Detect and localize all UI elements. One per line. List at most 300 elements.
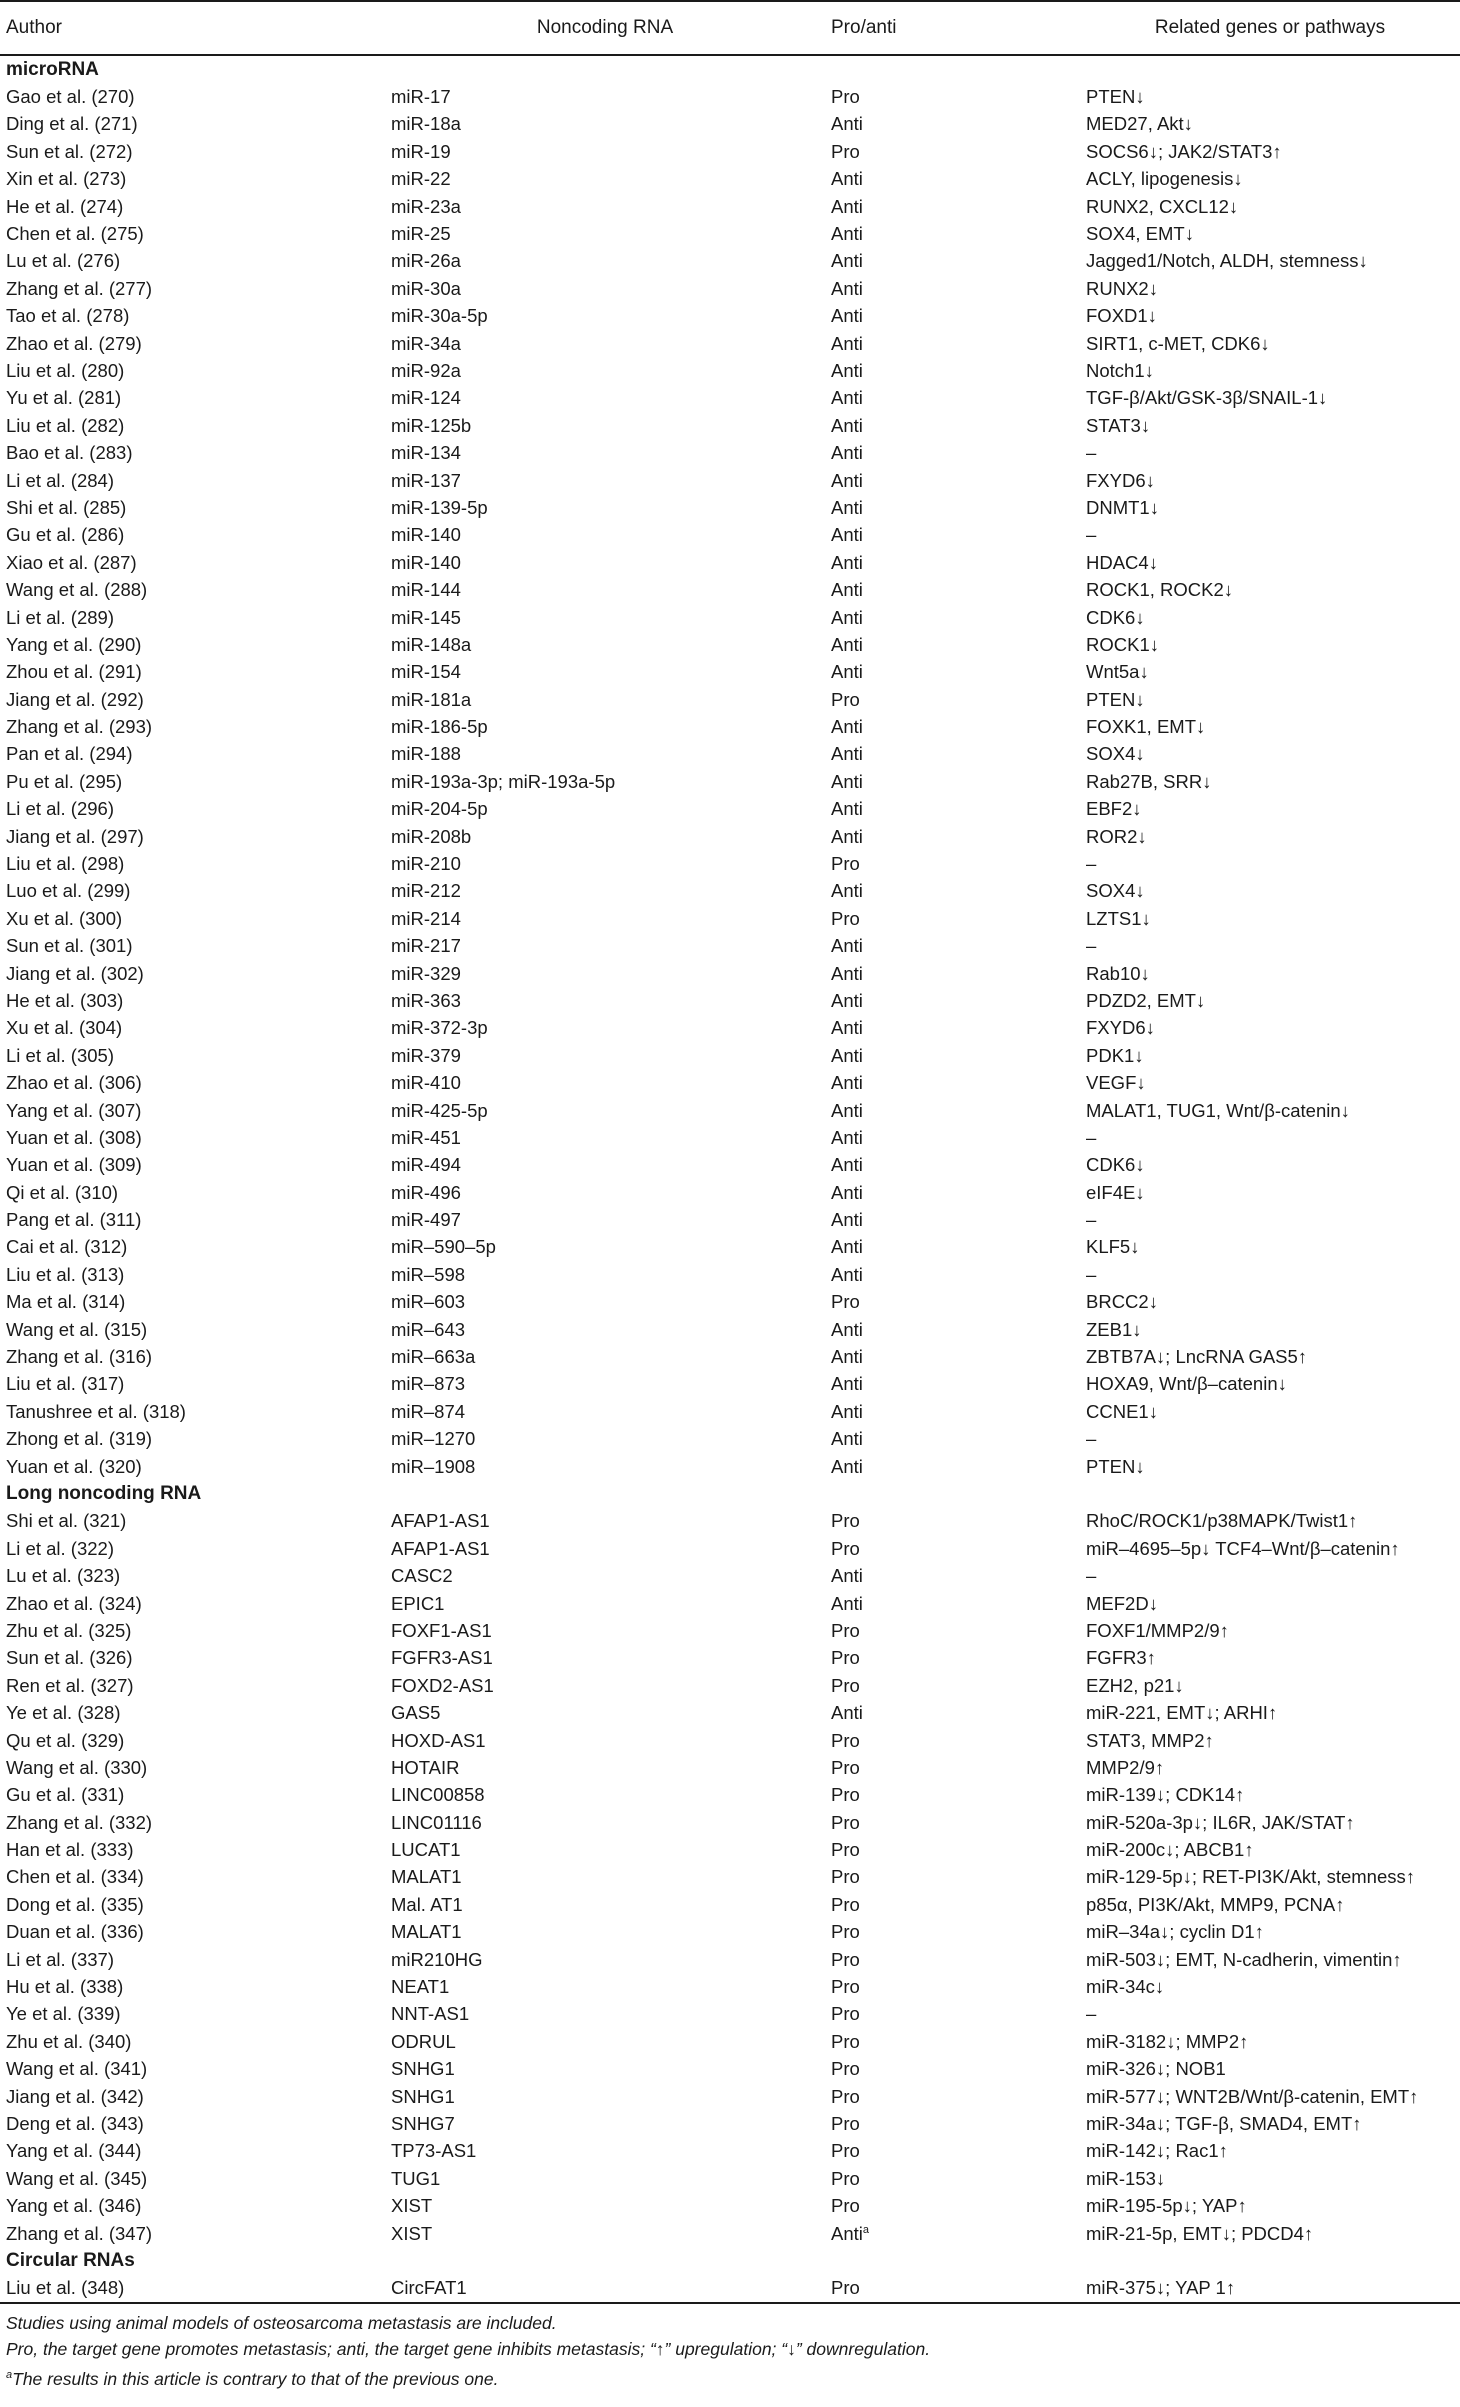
section-header-row — [0, 2247, 1460, 2274]
table-row — [0, 549, 1460, 576]
table-row — [0, 1042, 1460, 1069]
table-row — [0, 933, 1460, 960]
cell-pro-anti: Anti — [831, 1126, 863, 1148]
cell-author: Xin et al. (273) — [6, 168, 127, 190]
cell-related-genes: SOX4↓ — [1086, 743, 1145, 765]
cell-pro-anti: Pro — [831, 2112, 860, 2134]
cell-pro-anti: Anti — [831, 1154, 863, 1176]
cell-author: Jiang et al. (302) — [6, 962, 144, 984]
cell-noncoding-rna: LINC00858 — [391, 1784, 485, 1806]
cell-author: Yang et al. (346) — [6, 2195, 142, 2217]
cell-pro-anti: Anti — [831, 1209, 863, 1231]
table-row — [0, 576, 1460, 603]
cell-noncoding-rna: EPIC1 — [391, 1592, 445, 1614]
cell-pro-anti: Anti — [831, 113, 863, 135]
cell-pro-anti: Pro — [831, 1537, 860, 1559]
cell-pro-anti: Anti — [831, 195, 863, 217]
cell-noncoding-rna: miR-124 — [391, 387, 461, 409]
table-row — [0, 1672, 1460, 1699]
cell-related-genes: RUNX2, CXCL12↓ — [1086, 195, 1239, 217]
cell-related-genes: miR–4695–5p↓ TCF4–Wnt/β–catenin↑ — [1086, 1537, 1400, 1559]
table-row — [0, 1343, 1460, 1370]
cell-noncoding-rna: Mal. AT1 — [391, 1893, 463, 1915]
cell-related-genes: SOCS6↓; JAK2/STAT3↑ — [1086, 140, 1282, 162]
cell-pro-anti: Pro — [831, 1510, 860, 1532]
cell-noncoding-rna: miR-217 — [391, 935, 461, 957]
cell-noncoding-rna: miR-30a-5p — [391, 305, 488, 327]
table-row — [0, 1699, 1460, 1726]
table-row — [0, 1973, 1460, 2000]
cell-noncoding-rna: miR-25 — [391, 223, 451, 245]
cell-pro-anti: Anti — [831, 962, 863, 984]
cell-author: Ding et al. (271) — [6, 113, 138, 135]
cell-pro-anti: Pro — [831, 140, 860, 162]
cell-author: Pu et al. (295) — [6, 770, 123, 792]
cell-author: Li et al. (337) — [6, 1948, 114, 1970]
cell-author: Shi et al. (285) — [6, 496, 127, 518]
cell-related-genes: ZEB1↓ — [1086, 1318, 1142, 1340]
table-row — [0, 713, 1460, 740]
note-marker: a — [6, 2369, 13, 2382]
cell-author: Pang et al. (311) — [6, 1209, 142, 1231]
cell-noncoding-rna: FGFR3-AS1 — [391, 1647, 493, 1669]
cell-pro-anti: Anti — [831, 250, 863, 272]
cell-related-genes: miR-129-5p↓; RET-PI3K/Akt, stemness↑ — [1086, 1866, 1415, 1888]
cell-author: Deng et al. (343) — [6, 2112, 144, 2134]
cell-author: Liu et al. (317) — [6, 1373, 125, 1395]
cell-noncoding-rna: miR-363 — [391, 989, 461, 1011]
cell-pro-anti: Anti — [831, 1373, 863, 1395]
cell-author: Zhang et al. (332) — [6, 1811, 153, 1833]
cell-noncoding-rna: miR-30a — [391, 277, 461, 299]
pro-anti-text: Anti — [831, 2222, 863, 2244]
cell-pro-anti: Anti — [831, 442, 863, 464]
cell-pro-anti: Pro — [831, 2167, 860, 2189]
cell-pro-anti: Anti — [831, 1400, 863, 1422]
cell-author: Yu et al. (281) — [6, 387, 122, 409]
cell-author: Lu et al. (276) — [6, 250, 121, 272]
cell-pro-anti: Anti — [831, 1565, 863, 1587]
cell-author: Zhong et al. (319) — [6, 1428, 153, 1450]
table-row — [0, 768, 1460, 795]
cell-noncoding-rna: miR-34a — [391, 332, 461, 354]
cell-pro-anti: Anti — [831, 1181, 863, 1203]
cell-author: Liu et al. (348) — [0, 2275, 385, 2303]
cell-pro-anti: Pro — [831, 1976, 860, 1998]
cell-pro-anti: Anti — [831, 825, 863, 847]
table-row — [0, 1562, 1460, 1589]
cell-author: Duan et al. (336) — [6, 1921, 144, 1943]
cell-pro-anti: Anti — [831, 989, 863, 1011]
cell-pro-anti: Anti — [831, 716, 863, 738]
cell-related-genes: FOXK1, EMT↓ — [1086, 716, 1206, 738]
header-noncoding-rna: Noncoding RNA — [385, 1, 825, 55]
cell-noncoding-rna: XIST — [391, 2222, 433, 2244]
cell-related-genes: Notch1↓ — [1086, 359, 1154, 381]
table-row — [0, 330, 1460, 357]
cell-author: Chen et al. (334) — [6, 1866, 144, 1888]
cell-noncoding-rna: SNHG7 — [391, 2112, 455, 2134]
table-row — [0, 248, 1460, 275]
table-row — [0, 2275, 1460, 2303]
cell-author: Wang et al. (330) — [6, 1756, 148, 1778]
cell-author: Yuan et al. (309) — [6, 1154, 142, 1176]
cell-noncoding-rna: miR-212 — [391, 880, 461, 902]
cell-related-genes: – — [1086, 1565, 1097, 1587]
cell-author: Li et al. (284) — [6, 469, 114, 491]
cell-related-genes: PDZD2, EMT↓ — [1086, 989, 1206, 1011]
table-row — [0, 1426, 1460, 1453]
cell-related-genes: STAT3↓ — [1086, 414, 1151, 436]
cell-noncoding-rna: miR-496 — [391, 1181, 461, 1203]
cell-author: Qi et al. (310) — [6, 1181, 119, 1203]
cell-related-genes: miR-221, EMT↓; ARHI↑ — [1086, 1702, 1278, 1724]
table-row — [0, 111, 1460, 138]
cell-noncoding-rna: TUG1 — [391, 2167, 441, 2189]
cell-author: Dong et al. (335) — [6, 1893, 144, 1915]
cell-noncoding-rna: SNHG1 — [391, 2085, 455, 2107]
cell-related-genes: MALAT1, TUG1, Wnt/β-catenin↓ — [1086, 1099, 1350, 1121]
header-author: Author — [0, 1, 385, 55]
cell-pro-anti: Anti — [831, 1346, 863, 1368]
table-row — [0, 193, 1460, 220]
cell-author: He et al. (303) — [6, 989, 124, 1011]
cell-pro-anti: Pro — [831, 1893, 860, 1915]
cell-related-genes: RUNX2↓ — [1086, 277, 1158, 299]
cell-pro-anti: Anti — [831, 1428, 863, 1450]
table-row — [0, 1234, 1460, 1261]
cell-author: He et al. (274) — [6, 195, 124, 217]
cell-noncoding-rna: miR-188 — [391, 743, 461, 765]
cell-pro-anti: Anti — [831, 606, 863, 628]
cell-author: Tao et al. (278) — [6, 305, 130, 327]
cell-author: Liu et al. (298) — [6, 853, 125, 875]
cell-related-genes: – — [1086, 853, 1097, 875]
cell-noncoding-rna: miR-494 — [391, 1154, 461, 1176]
cell-related-genes: HOXA9, Wnt/β–catenin↓ — [1086, 1373, 1287, 1395]
cell-related-genes: FXYD6↓ — [1086, 469, 1155, 491]
note-contrary-result — [6, 2362, 1460, 2392]
cell-pro-anti: Pro — [831, 1756, 860, 1778]
cell-noncoding-rna: miR–603 — [391, 1291, 466, 1313]
cell-noncoding-rna: miR-193a-3p; miR-193a-5p — [391, 770, 616, 792]
table-row — [0, 1809, 1460, 1836]
cell-author: Yang et al. (290) — [6, 633, 142, 655]
table-row — [0, 1453, 1460, 1480]
table-row — [0, 1398, 1460, 1425]
cell-pro-anti: Pro — [831, 2058, 860, 2080]
cell-noncoding-rna: MALAT1 — [391, 1866, 462, 1888]
note-contrary-text: The results in this article is contrary to that of the previous one. — [12, 2368, 499, 2389]
cell-pro-anti: Pro — [831, 2003, 860, 2025]
cell-related-genes: ROCK1, ROCK2↓ — [1086, 579, 1234, 601]
cell-pro-anti: Anti — [831, 414, 863, 436]
cell-author: Jiang et al. (292) — [6, 688, 144, 710]
cell-related-genes: MMP2/9↑ — [1086, 1756, 1165, 1778]
cell-noncoding-rna: miR-186-5p — [391, 716, 488, 738]
note-animal-models: Studies using animal models of osteosarcoma metastasis are included. — [6, 2313, 557, 2334]
cell-related-genes: – — [1086, 2003, 1097, 2025]
cell-author: Zhu et al. (340) — [6, 2030, 132, 2052]
cell-related-genes: miR-375↓; YAP 1↑ — [1080, 2275, 1460, 2303]
cell-noncoding-rna: NEAT1 — [391, 1976, 450, 1998]
cell-author: Wang et al. (315) — [6, 1318, 148, 1340]
cell-pro-anti: Anti — [831, 770, 863, 792]
cell-author: Hu et al. (338) — [6, 1976, 124, 1998]
cell-pro-anti: Anti — [831, 1263, 863, 1285]
table-row — [0, 878, 1460, 905]
table-row — [0, 1891, 1460, 1918]
table-row — [0, 83, 1460, 110]
cell-author: Li et al. (289) — [6, 606, 114, 628]
cell-related-genes: ACLY, lipogenesis↓ — [1086, 168, 1243, 190]
cell-pro-anti: Anti — [831, 1318, 863, 1340]
cell-pro-anti: Anti — [831, 880, 863, 902]
cell-pro-anti — [825, 2220, 1080, 2247]
cell-related-genes: PTEN↓ — [1086, 86, 1145, 108]
cell-noncoding-rna: miR-92a — [391, 359, 461, 381]
cell-related-genes: miR-195-5p↓; YAP↑ — [1086, 2195, 1247, 2217]
cell-author: Yuan et al. (308) — [6, 1126, 142, 1148]
cell-noncoding-rna: ODRUL — [391, 2030, 456, 2052]
cell-pro-anti: Anti — [831, 305, 863, 327]
table-row — [0, 1590, 1460, 1617]
cell-pro-anti: Anti — [831, 1099, 863, 1121]
cell-author: Liu et al. (280) — [6, 359, 125, 381]
cell-pro-anti: Anti — [831, 1044, 863, 1066]
cell-related-genes: miR-153↓ — [1086, 2167, 1166, 2189]
cell-noncoding-rna: miR-210 — [391, 853, 461, 875]
table-row — [0, 850, 1460, 877]
cell-related-genes: – — [1086, 1428, 1097, 1450]
cell-noncoding-rna: miR-134 — [391, 442, 461, 464]
cell-pro-anti: Pro — [831, 86, 860, 108]
cell-related-genes: miR-142↓; Rac1↑ — [1086, 2140, 1228, 2162]
cell-noncoding-rna: miR–1270 — [391, 1428, 476, 1450]
table-row — [0, 2028, 1460, 2055]
cell-related-genes: FXYD6↓ — [1086, 1017, 1155, 1039]
cell-pro-anti: Anti — [831, 332, 863, 354]
cell-author: Yuan et al. (320) — [6, 1455, 142, 1477]
cell-author: Gao et al. (270) — [6, 86, 135, 108]
table-row — [0, 796, 1460, 823]
cell-related-genes: CDK6↓ — [1086, 606, 1145, 628]
cell-noncoding-rna: AFAP1-AS1 — [391, 1537, 490, 1559]
cell-noncoding-rna: miR-139-5p — [391, 496, 488, 518]
cell-author: Cai et al. (312) — [6, 1236, 128, 1258]
table-row — [0, 1727, 1460, 1754]
cell-author: Han et al. (333) — [6, 1839, 134, 1861]
cell-related-genes: miR-139↓; CDK14↑ — [1086, 1784, 1245, 1806]
cell-pro-anti: Anti — [831, 551, 863, 573]
cell-author: Li et al. (296) — [6, 798, 114, 820]
cell-noncoding-rna: miR-214 — [391, 907, 461, 929]
cell-author: Xu et al. (304) — [6, 1017, 123, 1039]
table-row — [0, 1097, 1460, 1124]
cell-pro-anti: Anti — [831, 387, 863, 409]
table-row — [0, 1754, 1460, 1781]
cell-author: Shi et al. (321) — [6, 1510, 127, 1532]
cell-related-genes: p85α, PI3K/Akt, MMP9, PCNA↑ — [1086, 1893, 1345, 1915]
cell-pro-anti: Pro — [831, 2085, 860, 2107]
cell-author: Tanushree et al. (318) — [6, 1400, 186, 1422]
table-row — [0, 439, 1460, 466]
cell-author: Xiao et al. (287) — [6, 551, 137, 573]
cell-related-genes: FOXF1/MMP2/9↑ — [1086, 1619, 1229, 1641]
section-header-row — [0, 1480, 1460, 1507]
cell-pro-anti: Anti — [831, 579, 863, 601]
cell-author: Sun et al. (301) — [6, 935, 133, 957]
table-row — [0, 1069, 1460, 1096]
cell-related-genes: BRCC2↓ — [1086, 1291, 1158, 1313]
table-notes — [0, 2304, 1460, 2392]
table-row — [0, 1508, 1460, 1535]
cell-pro-anti: Anti — [831, 1592, 863, 1614]
cell-related-genes: MED27, Akt↓ — [1086, 113, 1193, 135]
cell-related-genes: VEGF↓ — [1086, 1072, 1146, 1094]
table-row — [0, 1864, 1460, 1891]
cell-related-genes: LZTS1↓ — [1086, 907, 1151, 929]
cell-related-genes: Jagged1/Notch, ALDH, stemness↓ — [1086, 250, 1368, 272]
cell-pro-anti: Pro — [831, 1866, 860, 1888]
cell-pro-anti: Pro — [831, 1811, 860, 1833]
cell-noncoding-rna: miR-497 — [391, 1209, 461, 1231]
cell-related-genes: FOXD1↓ — [1086, 305, 1157, 327]
cell-noncoding-rna: miR-425-5p — [391, 1099, 488, 1121]
cell-author: Li et al. (305) — [6, 1044, 114, 1066]
cell-pro-anti: Pro — [831, 1948, 860, 1970]
cell-author: Liu et al. (313) — [6, 1263, 125, 1285]
cell-related-genes: STAT3, MMP2↑ — [1086, 1729, 1214, 1751]
cell-related-genes: ZBTB7A↓; LncRNA GAS5↑ — [1086, 1346, 1308, 1368]
table-row — [0, 905, 1460, 932]
cell-pro-anti: Pro — [831, 1921, 860, 1943]
cell-author: Yang et al. (344) — [6, 2140, 142, 2162]
table-row — [0, 138, 1460, 165]
table-row — [0, 741, 1460, 768]
cell-author: Zhu et al. (325) — [6, 1619, 132, 1641]
cell-author: Wang et al. (288) — [6, 579, 148, 601]
cell-related-genes: SIRT1, c-MET, CDK6↓ — [1086, 332, 1270, 354]
cell-author: Zhang et al. (347) — [6, 2222, 153, 2244]
table-row — [0, 631, 1460, 658]
cell-author: Wang et al. (345) — [6, 2167, 148, 2189]
table-row — [0, 1015, 1460, 1042]
cell-noncoding-rna: miR-18a — [391, 113, 461, 135]
cell-pro-anti: Anti — [831, 469, 863, 491]
cell-author: Zhang et al. (293) — [6, 716, 153, 738]
cell-related-genes: HDAC4↓ — [1086, 551, 1158, 573]
cell-pro-anti: Anti — [831, 168, 863, 190]
cell-noncoding-rna: XIST — [391, 2195, 433, 2217]
cell-related-genes: RhoC/ROCK1/p38MAPK/Twist1↑ — [1086, 1510, 1358, 1532]
header-related-genes: Related genes or pathways — [1080, 1, 1460, 55]
table-row — [0, 604, 1460, 631]
cell-related-genes: DNMT1↓ — [1086, 496, 1159, 518]
section-title: Long noncoding RNA — [6, 1483, 202, 1504]
table-row — [0, 1261, 1460, 1288]
cell-author: Zhang et al. (316) — [6, 1346, 153, 1368]
cell-noncoding-rna: miR-19 — [391, 140, 451, 162]
cell-pro-anti: Pro — [831, 907, 860, 929]
cell-related-genes: miR–34a↓; cyclin D1↑ — [1086, 1921, 1264, 1943]
section-header-row — [0, 55, 1460, 83]
cell-related-genes: Rab27B, SRR↓ — [1086, 770, 1212, 792]
table-row — [0, 1645, 1460, 1672]
table-row — [0, 220, 1460, 247]
cell-pro-anti: Anti — [831, 359, 863, 381]
cell-related-genes: miR-577↓; WNT2B/Wnt/β-catenin, EMT↑ — [1086, 2085, 1419, 2107]
cell-noncoding-rna: miR-208b — [391, 825, 472, 847]
table-row — [0, 2110, 1460, 2137]
cell-related-genes: – — [1086, 524, 1097, 546]
cell-related-genes: Rab10↓ — [1086, 962, 1150, 984]
cell-noncoding-rna: miR-17 — [391, 86, 451, 108]
cell-related-genes: – — [1086, 935, 1097, 957]
table-row — [0, 1836, 1460, 1863]
table-row — [0, 385, 1460, 412]
cell-related-genes: ROCK1↓ — [1086, 633, 1159, 655]
cell-pro-anti: Pro — [831, 1647, 860, 1669]
cell-noncoding-rna: AFAP1-AS1 — [391, 1510, 490, 1532]
cell-noncoding-rna: FOXD2-AS1 — [391, 1674, 494, 1696]
table-row — [0, 659, 1460, 686]
cell-author: Jiang et al. (342) — [6, 2085, 144, 2107]
cell-related-genes: Wnt5a↓ — [1086, 661, 1149, 683]
cell-noncoding-rna: miR-451 — [391, 1126, 461, 1148]
table-row — [0, 467, 1460, 494]
cell-noncoding-rna: miR–643 — [391, 1318, 466, 1340]
section-title: microRNA — [6, 58, 99, 80]
cell-pro-anti: Anti — [831, 1017, 863, 1039]
cell-pro-anti: Pro — [831, 1291, 860, 1313]
cell-author: Zhao et al. (306) — [6, 1072, 142, 1094]
cell-pro-anti: Anti — [831, 1702, 863, 1724]
cell-author: Zhao et al. (279) — [6, 332, 142, 354]
cell-author: Ren et al. (327) — [6, 1674, 134, 1696]
table-row — [0, 1124, 1460, 1151]
cell-pro-anti: Anti — [831, 1072, 863, 1094]
cell-pro-anti: Anti — [831, 661, 863, 683]
cell-noncoding-rna: LUCAT1 — [391, 1839, 461, 1861]
cell-noncoding-rna: LINC01116 — [391, 1811, 482, 1833]
cell-noncoding-rna: miR–874 — [391, 1400, 466, 1422]
cell-related-genes: PTEN↓ — [1086, 688, 1145, 710]
cell-related-genes: – — [1086, 442, 1097, 464]
cell-pro-anti: Pro — [831, 688, 860, 710]
cell-noncoding-rna: CircFAT1 — [385, 2275, 825, 2303]
footnote-marker: a — [862, 2223, 870, 2236]
cell-author: Ye et al. (328) — [6, 1702, 121, 1724]
cell-pro-anti: Anti — [831, 633, 863, 655]
cell-pro-anti: Anti — [831, 496, 863, 518]
table-row — [0, 1179, 1460, 1206]
cell-author: Wang et al. (341) — [6, 2058, 148, 2080]
table-row — [0, 2220, 1460, 2247]
cell-author: Gu et al. (331) — [6, 1784, 125, 1806]
cell-noncoding-rna: miR–663a — [391, 1346, 476, 1368]
cell-related-genes: miR-520a-3p↓; IL6R, JAK/STAT↑ — [1086, 1811, 1355, 1833]
cell-related-genes: SOX4↓ — [1086, 880, 1145, 902]
table-row — [0, 2192, 1460, 2219]
cell-pro-anti: Anti — [831, 277, 863, 299]
cell-related-genes: miR-503↓; EMT, N-cadherin, vimentin↑ — [1086, 1948, 1402, 1970]
cell-pro-anti: Pro — [831, 2195, 860, 2217]
cell-pro-anti: Anti — [831, 1455, 863, 1477]
cell-related-genes: PDK1↓ — [1086, 1044, 1144, 1066]
cell-author: Zhou et al. (291) — [6, 661, 142, 683]
cell-author: Pan et al. (294) — [6, 743, 133, 765]
